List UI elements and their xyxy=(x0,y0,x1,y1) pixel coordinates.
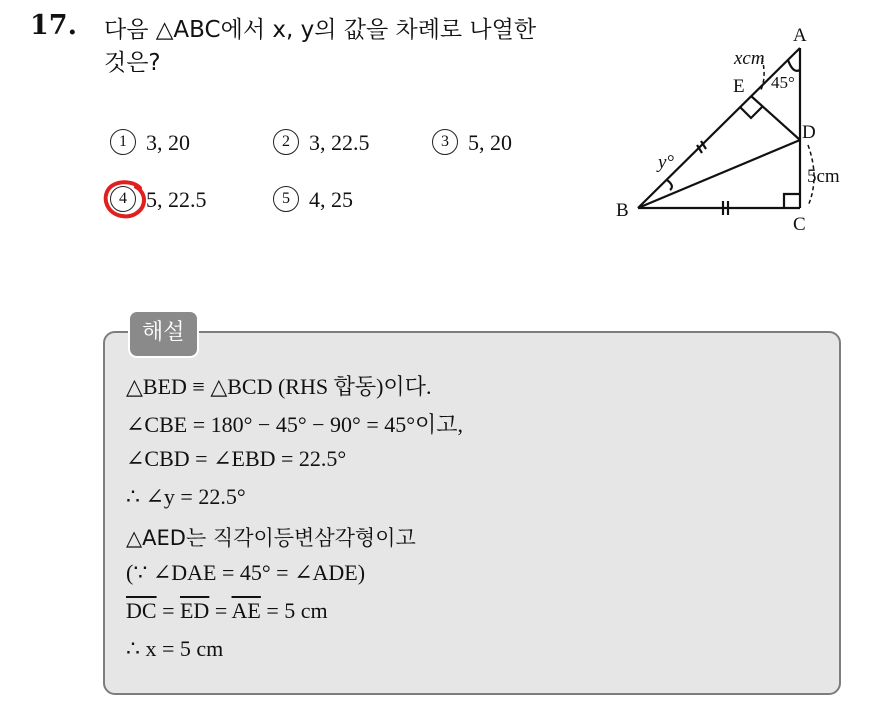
segment-dc: $\overline{DC}$ xyxy=(126,598,157,623)
solution-line-3: ∠CBD = ∠EBD = 22.5° xyxy=(126,446,347,471)
label-e: E xyxy=(733,76,745,97)
choice-number: 5 xyxy=(273,186,299,212)
equals-1: = xyxy=(162,598,175,623)
choice-number: 2 xyxy=(273,129,299,155)
solution-line-1: △BED ≡ △BCD (RHS 합동)이다. xyxy=(126,374,432,399)
choice-1[interactable] xyxy=(110,130,190,158)
label-5cm: 5cm xyxy=(807,166,840,187)
label-d: D xyxy=(802,122,816,143)
label-b: B xyxy=(616,200,629,221)
label-x-cm: xcm xyxy=(734,48,765,69)
label-angle-45: 45° xyxy=(771,73,795,92)
choice-text: 3, 20 xyxy=(146,130,190,155)
choice-text: 3, 22.5 xyxy=(309,130,370,155)
question-line-2: 것은? xyxy=(104,50,161,76)
choice-3[interactable] xyxy=(432,130,512,158)
choice-text: 5, 22.5 xyxy=(146,187,207,212)
equals-2: = xyxy=(214,598,228,623)
choice-text: 4, 25 xyxy=(309,187,353,212)
solution-line-8: ∴ x = 5 cm xyxy=(126,636,224,661)
answer-mark-icon xyxy=(100,178,152,222)
choice-5[interactable] xyxy=(273,187,353,215)
solution-line-6: (∵ ∠DAE = 45° = ∠ADE) xyxy=(126,560,366,585)
segment-ed: $\overline{ED}$ xyxy=(179,598,210,623)
label-y-deg: y° xyxy=(658,152,675,173)
solution-line-4: ∴ ∠y = 22.5° xyxy=(126,484,246,509)
choice-number: 3 xyxy=(432,129,458,155)
choice-2[interactable] xyxy=(273,130,370,158)
solution-line-2: ∠CBE = 180° − 45° − 90° = 45°이고, xyxy=(126,412,464,437)
question-line-1: 다음 △ABC에서 x, y의 값을 차례로 나열한 xyxy=(104,17,537,43)
choice-number: 4 xyxy=(110,186,136,212)
triangle-figure xyxy=(612,18,862,233)
solution-tag: 해설 xyxy=(128,310,199,358)
question-number: 17. xyxy=(30,10,77,41)
solution-line-5: △AED는 직각이등변삼각형이고 xyxy=(126,526,416,550)
segment-ae: $\overline{AE}$ xyxy=(231,598,261,623)
question-text xyxy=(104,14,604,80)
choice-number: 1 xyxy=(110,129,136,155)
label-a: A xyxy=(793,25,807,46)
choice-text: 5, 20 xyxy=(468,130,512,155)
result-5cm: = 5 cm xyxy=(266,598,328,623)
solution-line-7 xyxy=(126,598,328,624)
label-c: C xyxy=(793,214,806,233)
